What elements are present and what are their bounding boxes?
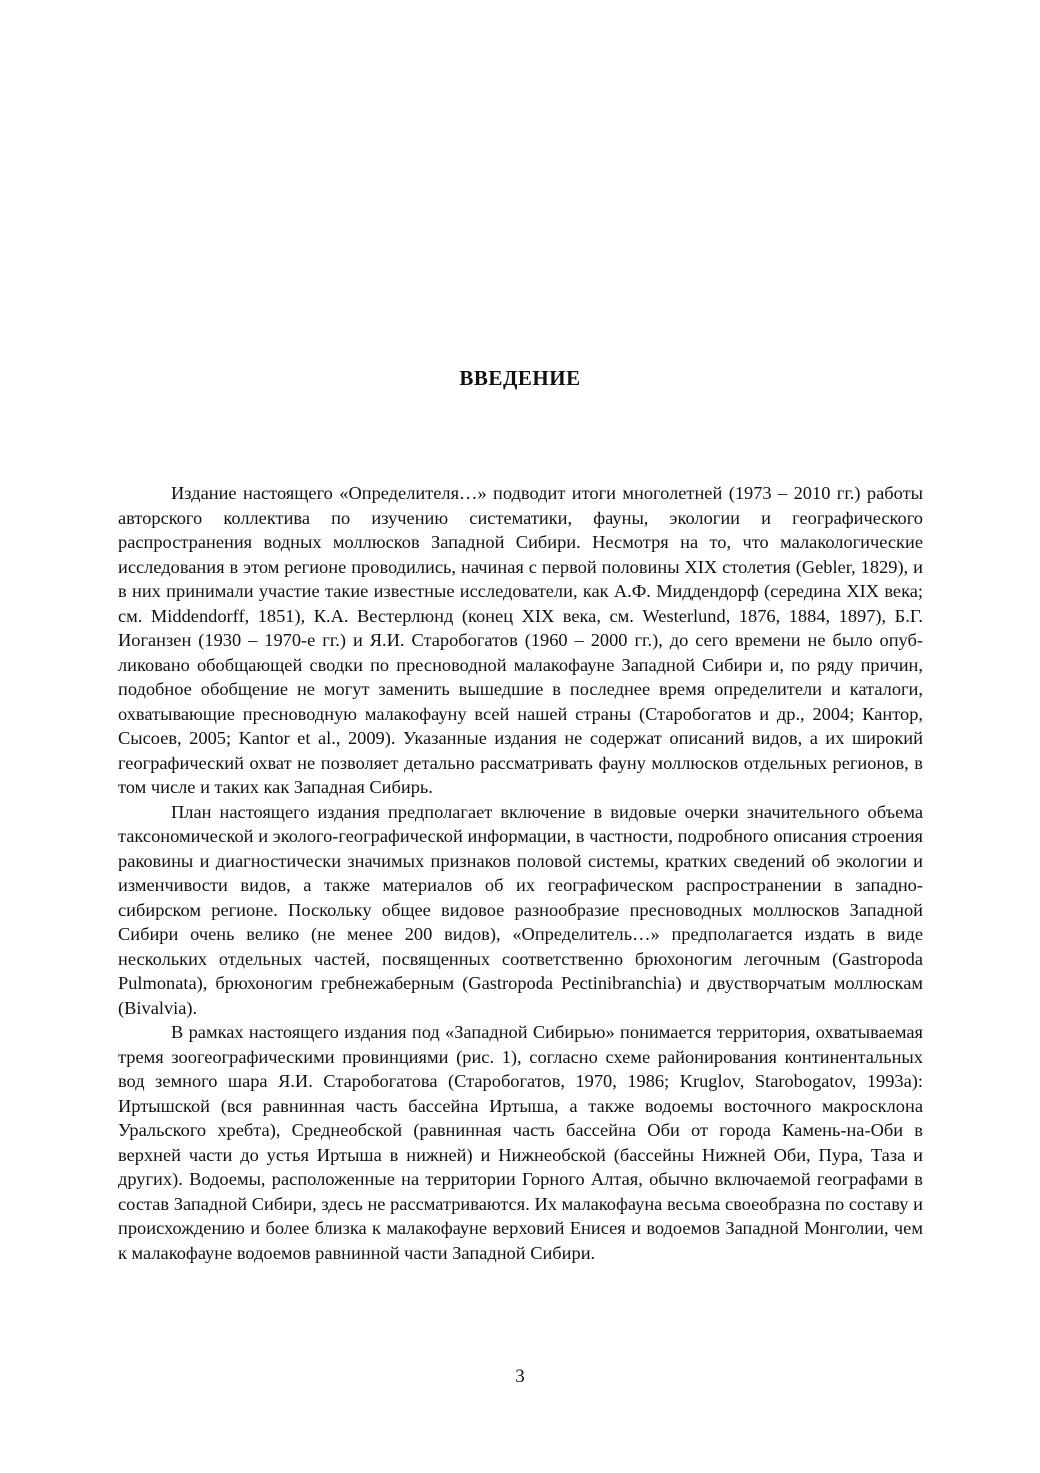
section-heading: ВВЕДЕНИЕ (459, 366, 581, 390)
body-text (118, 481, 923, 1265)
page-number: 3 (515, 1366, 525, 1387)
paragraph-1: Издание настоящего «Определителя…» подводит итоги многолетней (1973 – 2010 гг.) работы авторского коллектива по изучению систематики, фауны, экологии и географического распространения водных моллюсков Западной Сибири. Несмотря на то, что малакологические исследования в этом регионе проводились, начиная с первой половины XIX столетия (Gebler, 1829), и в них принимали участие такие известные исследователи, как А.Ф. Миддендорф (середина XIX века; см. Middendorff, 1851), К.А. Вестерлюнд (конец XIX века, см. Westerlund, 1876, 1884, 1897), Б.Г. Иоганзен (1930 – 1970-е гг.) и Я.И. Старобогатов (1960 – 2000 гг.), до сего времени не было опубликовано обобщающей сводки по пресноводной малакофауне Западной Сибири и, по ряду причин, подобное обобщение не могут заменить вышедшие в последнее время определители и каталоги, охватывающие пресноводную малакофауну всей нашей страны (Старобогатов и др., 2004; Кантор, Сысоев, 2005; Kantor et al., 2009). Указанные издания не содержат описаний видов, а их широкий географический охват не позволяет детально рассматривать фауну моллюсков отдельных регионов, в том числе и таких как Западная Сибирь. (118, 483, 923, 797)
paragraph-2: План настоящего издания предполагает включение в видовые очерки значительного объема таксономической и эколого-географической информации, в частности, подробного описания строения раковины и диагностически значимых признаков половой системы, кратких сведений об экологии и изменчивости видов, а также материалов об их географическом распространении в западно-сибирском регионе. Поскольку общее видовое разнообразие пресноводных моллюсков Западной Сибири очень велико (не менее 200 видов), «Определитель…» предполагается издать в виде нескольких отдельных частей, посвященных соответственно брюхоногим легочным (Gastropoda Pulmonata), брюхоногим гребнежаберным (Gastropoda Pectinibranchia) и двустворчатым моллюскам (Bivalvia). (118, 801, 923, 1018)
paragraph-3: В рамках настоящего издания под «Западной Сибирью» понимается территория, охватываемая тремя зоогеографическими провинциями (рис. 1), согласно схеме районирования континентальных вод земного шара Я.И. Старобогатова (Старобогатов, 1970, 1986; Kruglov, Starobogatov, 1993a): Иртышской (вся равнинная часть бассейна Иртыша, а также водоемы восточного макросклона Уральского хребта), Среднеобской (равнинная часть бассейна Оби от города Камень-на-Оби в верхней части до устья Иртыша в нижней) и Нижнеобской (бассейны Нижней Оби, Пура, Таза и других). Водоемы, расположенные на территории Горного Алтая, обычно включаемой географами в состав Западной Сибири, здесь не рассматриваются. Их малакофауна весьма своеобразна по составу и происхождению и более близка к малакофауне верховий Енисея и водоемов Западной Монголии, чем к малакофауне водоемов равнинной части Западной Сибири. (118, 1022, 923, 1263)
